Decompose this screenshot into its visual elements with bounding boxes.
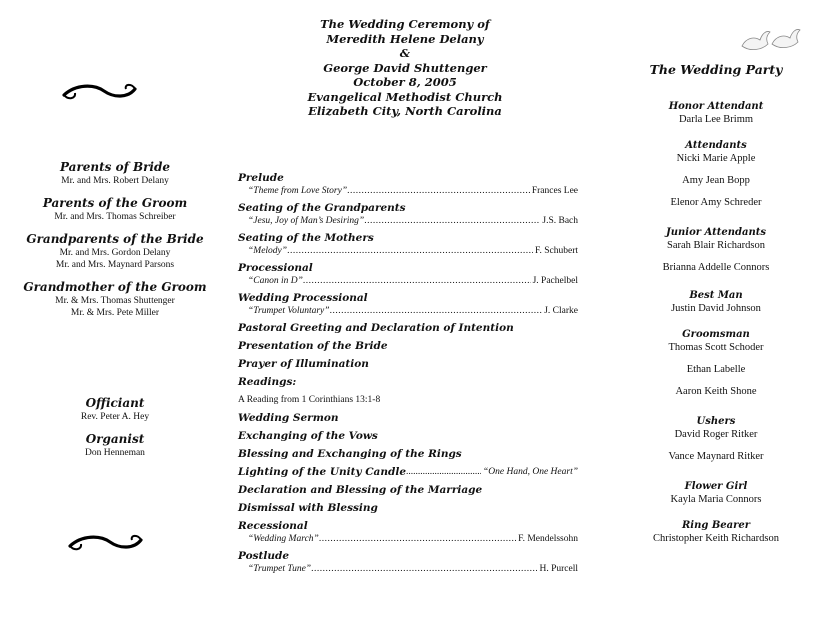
attendants [632, 139, 800, 210]
groomsman [632, 328, 800, 399]
family-column [10, 160, 220, 328]
party-name: Kayla Maria Connors [670, 494, 762, 505]
group-name: Mr. & Mrs. Pete Miller [70, 308, 160, 318]
piece-title: “Melody” [248, 246, 288, 256]
piece-title: “Theme from Love Story” [248, 186, 348, 196]
party-heading: Groomsman [682, 329, 750, 340]
party-name: Aaron Keith Shone [675, 386, 757, 397]
program-item-sermon: Wedding Sermon [238, 412, 339, 424]
church-location: Elizabeth City, North Carolina [308, 104, 502, 118]
group-name: Mr. and Mrs. Thomas Schreiber [54, 212, 176, 222]
group-name: Mr. and Mrs. Maynard Parsons [55, 260, 175, 270]
scroll-ornament-bottom [66, 531, 144, 553]
program-title: Lighting of the Unity Candle [238, 466, 407, 478]
reading-text: A Reading from 1 Corinthians 13:1-8 [238, 395, 381, 405]
program-item-presentation: Presentation of the Bride [238, 340, 388, 352]
groom-name: George David Shuttenger [323, 60, 487, 75]
piece-title: “One Hand, One Heart” [483, 467, 578, 477]
wedding-party-title: The Wedding Party [649, 62, 783, 77]
party-heading: Attendants [685, 140, 747, 151]
group-name: Mr. & Mrs. Thomas Shuttenger [55, 296, 175, 306]
scroll-ornament-top [60, 80, 138, 102]
party-heading: Best Man [689, 290, 743, 301]
program-detail [238, 305, 578, 317]
party-name: Nicki Marie Apple [676, 153, 756, 164]
party-name: Vance Maynard Ritker [668, 451, 764, 462]
party-name: David Roger Ritker [674, 429, 758, 440]
parents-of-groom [10, 196, 220, 223]
composer: H. Purcell [539, 564, 578, 574]
program-title: Postlude [238, 550, 290, 562]
grandmother-of-groom [10, 280, 220, 319]
organist [10, 432, 220, 459]
piece-title: “Trumpet Tune” [248, 564, 312, 574]
program-title: Processional [238, 262, 313, 274]
composer: F. Schubert [534, 246, 578, 256]
program-item-readings: Readings: [238, 376, 297, 388]
junior-attendants [632, 226, 800, 275]
flower-girl [632, 480, 800, 507]
party-heading: Honor Attendant [668, 101, 764, 112]
program-detail [238, 245, 578, 257]
leader-dots [347, 185, 530, 197]
program-item-grandparents [238, 202, 578, 227]
leader-dots [406, 466, 481, 479]
organist-heading: Organist [85, 432, 145, 446]
leader-dots [319, 533, 516, 545]
program-item-prayer: Prayer of Illumination [238, 358, 369, 370]
group-heading: Parents of Bride [59, 160, 171, 174]
program-title: Prelude [238, 172, 284, 184]
party-name: Sarah Blair Richardson [667, 240, 765, 251]
program-title: Wedding Processional [238, 292, 368, 304]
party-heading: Ushers [696, 416, 736, 427]
program-item-processional [238, 262, 578, 287]
ceremony-date: October 8, 2005 [353, 75, 457, 89]
composer: J. Clarke [544, 306, 578, 316]
order-of-service [238, 172, 578, 580]
group-heading: Grandmother of the Groom [23, 280, 207, 294]
program-item-declaration: Declaration and Blessing of the Marriage [238, 484, 483, 496]
program-item-rings: Blessing and Exchanging of the Rings [238, 448, 462, 460]
leader-dots [311, 563, 537, 575]
program-item-mothers [238, 232, 578, 257]
composer: J. Pachelbel [532, 276, 578, 286]
program-title: Recessional [238, 520, 308, 532]
group-heading: Parents of the Groom [42, 196, 188, 210]
party-name: Christopher Keith Richardson [653, 533, 779, 544]
party-name: Thomas Scott Schoder [668, 342, 764, 353]
program-item-unity-candle [238, 466, 578, 479]
leader-dots [364, 215, 540, 227]
composer: Frances Lee [531, 186, 578, 196]
program-item-dismissal: Dismissal with Blessing [238, 502, 378, 514]
piece-title: “Jesu, Joy of Man’s Desiring” [248, 216, 365, 226]
ring-bearer [632, 519, 800, 546]
doves-icon [736, 26, 804, 56]
officiant-name: Rev. Peter A. Hey [80, 412, 150, 422]
program-item-wedding-processional [238, 292, 578, 317]
program-item-postlude [238, 550, 578, 575]
group-heading: Grandparents of the Bride [26, 232, 204, 246]
party-name: Darla Lee Brimm [678, 114, 754, 125]
officiant [10, 396, 220, 423]
program-title: Seating of the Mothers [238, 232, 374, 244]
program-detail [238, 533, 578, 545]
header-line: The Wedding Ceremony of [320, 17, 490, 31]
wedding-party-column [632, 62, 800, 558]
leader-dots [330, 305, 543, 317]
party-name: Amy Jean Bopp [682, 175, 750, 186]
ushers [632, 415, 800, 464]
organist-name: Don Henneman [85, 448, 145, 458]
piece-title: “Wedding March” [248, 534, 319, 544]
header-ampersand: & [399, 46, 411, 60]
parents-of-bride [10, 160, 220, 187]
best-man [632, 289, 800, 316]
party-name: Justin David Johnson [671, 303, 761, 314]
ceremony-header [280, 17, 530, 119]
program-detail [238, 185, 578, 197]
officiant-heading: Officiant [85, 396, 145, 410]
program-item-prelude [238, 172, 578, 197]
bride-name: Meredith Helene Delany [326, 31, 484, 46]
program-detail [238, 275, 578, 287]
party-heading: Flower Girl [684, 481, 748, 492]
composer: J.S. Bach [542, 216, 578, 226]
party-heading: Junior Attendants [666, 227, 766, 238]
officiant-column [10, 396, 220, 468]
leader-dots [287, 245, 533, 257]
piece-title: “Canon in D” [248, 276, 303, 286]
piece-title: “Trumpet Voluntary” [248, 306, 330, 316]
honor-attendant [632, 100, 800, 127]
program-item-vows: Exchanging of the Vows [238, 430, 378, 442]
party-name: Brianna Addelle Connors [662, 262, 770, 273]
program-detail [238, 563, 578, 575]
program-detail [238, 215, 578, 227]
grandparents-of-bride [10, 232, 220, 271]
church-name: Evangelical Methodist Church [307, 89, 503, 104]
leader-dots [303, 275, 531, 287]
group-name: Mr. and Mrs. Robert Delany [61, 176, 169, 186]
program-title: Seating of the Grandparents [238, 202, 406, 214]
composer: F. Mendelssohn [518, 534, 578, 544]
party-heading: Ring Bearer [681, 520, 751, 531]
group-name: Mr. and Mrs. Gordon Delany [59, 248, 171, 258]
program-item-recessional [238, 520, 578, 545]
party-name: Elenor Amy Schreder [670, 197, 762, 208]
party-name: Ethan Labelle [686, 364, 746, 375]
program-item-pastoral: Pastoral Greeting and Declaration of Intention [238, 322, 514, 334]
